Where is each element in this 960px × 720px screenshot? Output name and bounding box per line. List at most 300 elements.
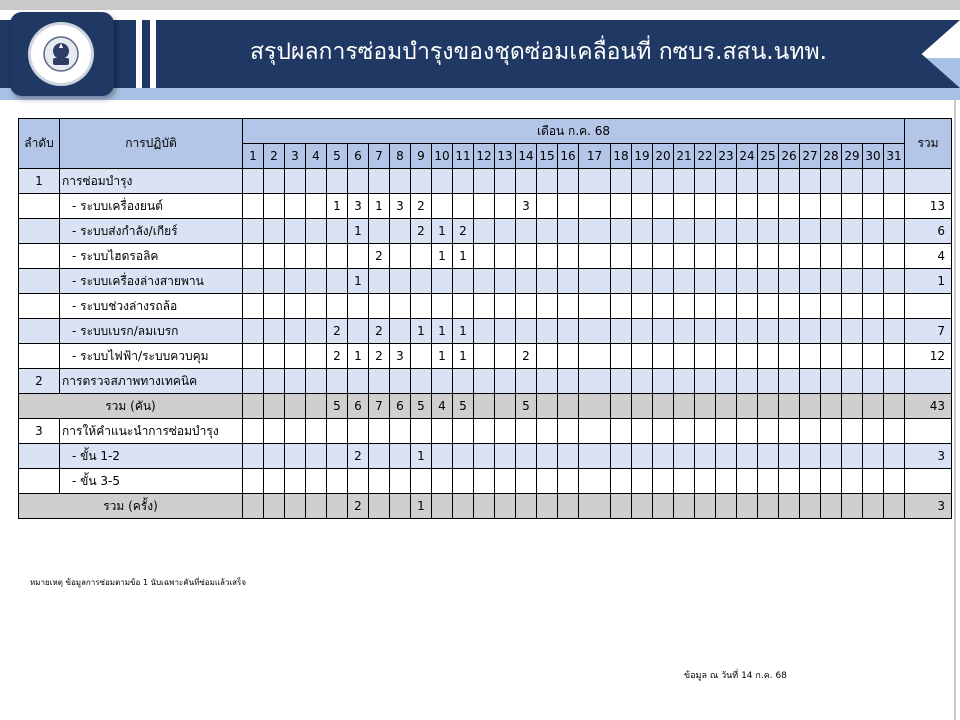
day-cell: [327, 419, 348, 444]
day-cell: [537, 294, 558, 319]
day-cell: [495, 169, 516, 194]
day-cell: [632, 269, 653, 294]
day-cell: [884, 294, 905, 319]
day-cell: [348, 469, 369, 494]
day-cell: [243, 469, 264, 494]
day-cell: [537, 244, 558, 269]
day-cell: [758, 344, 779, 369]
day-cell: [611, 469, 632, 494]
day-cell: 5: [516, 394, 537, 419]
day-cell: [863, 319, 884, 344]
day-cell: [611, 169, 632, 194]
header-day: 15: [537, 144, 558, 169]
day-cell: [758, 169, 779, 194]
day-cell: [495, 219, 516, 244]
day-cell: [264, 444, 285, 469]
day-cell: [884, 219, 905, 244]
day-cell: [558, 369, 579, 394]
day-cell: [474, 219, 495, 244]
day-cell: 1: [348, 269, 369, 294]
header-day: 4: [306, 144, 327, 169]
day-cell: [779, 494, 800, 519]
day-cell: [495, 444, 516, 469]
day-cell: [842, 494, 863, 519]
day-cell: [716, 269, 737, 294]
day-cell: [800, 369, 821, 394]
day-cell: [516, 294, 537, 319]
day-cell: [495, 469, 516, 494]
header-day: 27: [800, 144, 821, 169]
day-cell: [558, 394, 579, 419]
day-cell: [611, 244, 632, 269]
day-cell: [674, 169, 695, 194]
day-cell: [716, 294, 737, 319]
header-day: 25: [758, 144, 779, 169]
day-cell: [243, 269, 264, 294]
day-cell: [632, 469, 653, 494]
day-cell: 1: [411, 444, 432, 469]
header-day: 19: [632, 144, 653, 169]
day-cell: [474, 169, 495, 194]
top-gray-band: [0, 0, 960, 10]
row-seq: [19, 244, 60, 269]
day-cell: [285, 194, 306, 219]
day-cell: [411, 469, 432, 494]
day-cell: [779, 169, 800, 194]
day-cell: [758, 419, 779, 444]
day-cell: [884, 419, 905, 444]
day-cell: [453, 444, 474, 469]
day-cell: [369, 219, 390, 244]
header-stripes: [136, 20, 156, 88]
day-cell: [495, 394, 516, 419]
day-cell: [306, 369, 327, 394]
day-cell: [285, 319, 306, 344]
day-cell: [474, 369, 495, 394]
row-total: 12: [905, 344, 952, 369]
day-cell: [863, 369, 884, 394]
day-cell: [243, 169, 264, 194]
day-cell: [537, 194, 558, 219]
day-cell: [716, 419, 737, 444]
day-cell: [306, 394, 327, 419]
table-row: [19, 219, 952, 244]
day-cell: [558, 244, 579, 269]
day-cell: [516, 319, 537, 344]
row-total: 4: [905, 244, 952, 269]
table-row: [19, 294, 952, 319]
day-cell: [716, 444, 737, 469]
day-cell: [758, 444, 779, 469]
day-cell: [758, 244, 779, 269]
day-cell: [411, 344, 432, 369]
day-cell: 1: [453, 319, 474, 344]
header-total: รวม: [905, 119, 952, 169]
day-cell: [821, 219, 842, 244]
day-cell: [632, 444, 653, 469]
day-cell: [737, 194, 758, 219]
header-day: 26: [779, 144, 800, 169]
day-cell: [495, 369, 516, 394]
day-cell: [516, 369, 537, 394]
day-cell: [327, 469, 348, 494]
day-cell: 1: [432, 244, 453, 269]
day-cell: [674, 369, 695, 394]
summary-label: รวม (คัน): [19, 394, 243, 419]
day-cell: [537, 469, 558, 494]
header-task: การปฏิบัติ: [60, 119, 243, 169]
day-cell: [369, 369, 390, 394]
day-cell: 5: [327, 394, 348, 419]
day-cell: [411, 269, 432, 294]
day-cell: [285, 369, 306, 394]
day-cell: [695, 269, 716, 294]
day-cell: [327, 244, 348, 269]
day-cell: [800, 319, 821, 344]
day-cell: [537, 319, 558, 344]
day-cell: [285, 394, 306, 419]
day-cell: [632, 419, 653, 444]
day-cell: [800, 344, 821, 369]
header-day: 29: [842, 144, 863, 169]
day-cell: [653, 344, 674, 369]
day-cell: [579, 169, 611, 194]
day-cell: [695, 394, 716, 419]
row-total: 13: [905, 194, 952, 219]
table-row: [19, 419, 952, 444]
day-cell: [369, 294, 390, 319]
day-cell: [737, 369, 758, 394]
day-cell: 1: [348, 219, 369, 244]
day-cell: [632, 194, 653, 219]
day-cell: [842, 169, 863, 194]
day-cell: [821, 494, 842, 519]
day-cell: [264, 419, 285, 444]
day-cell: [611, 419, 632, 444]
day-cell: [390, 419, 411, 444]
day-cell: [432, 469, 453, 494]
day-cell: [579, 269, 611, 294]
header-day: 8: [390, 144, 411, 169]
day-cell: 2: [327, 319, 348, 344]
day-cell: [863, 194, 884, 219]
day-cell: [243, 369, 264, 394]
row-seq: [19, 444, 60, 469]
day-cell: [863, 294, 884, 319]
day-cell: [653, 244, 674, 269]
day-cell: [863, 219, 884, 244]
day-cell: [579, 344, 611, 369]
day-cell: [369, 169, 390, 194]
day-cell: [327, 169, 348, 194]
day-cell: [369, 469, 390, 494]
day-cell: [632, 294, 653, 319]
day-cell: [695, 444, 716, 469]
day-cell: [537, 269, 558, 294]
day-cell: [632, 494, 653, 519]
day-cell: [716, 219, 737, 244]
day-cell: [390, 169, 411, 194]
day-cell: [884, 494, 905, 519]
day-cell: 2: [348, 444, 369, 469]
row-total: [905, 419, 952, 444]
day-cell: [495, 294, 516, 319]
day-cell: [474, 194, 495, 219]
row-seq: [19, 194, 60, 219]
day-cell: [842, 219, 863, 244]
day-cell: [348, 319, 369, 344]
day-cell: [716, 469, 737, 494]
table-row: [19, 194, 952, 219]
day-cell: 2: [348, 494, 369, 519]
day-cell: [611, 269, 632, 294]
header-day: 22: [695, 144, 716, 169]
day-cell: [737, 469, 758, 494]
day-cell: [495, 494, 516, 519]
day-cell: [453, 469, 474, 494]
day-cell: [285, 169, 306, 194]
day-cell: [653, 494, 674, 519]
day-cell: [653, 419, 674, 444]
day-cell: [348, 244, 369, 269]
day-cell: [800, 169, 821, 194]
header-day: 13: [495, 144, 516, 169]
row-label: - ขั้น 3-5: [60, 469, 243, 494]
day-cell: 1: [411, 494, 432, 519]
day-cell: [737, 169, 758, 194]
day-cell: [695, 169, 716, 194]
day-cell: [474, 494, 495, 519]
day-cell: [327, 369, 348, 394]
day-cell: [264, 494, 285, 519]
day-cell: [537, 369, 558, 394]
day-cell: [243, 344, 264, 369]
day-cell: [306, 269, 327, 294]
row-label: การซ่อมบำรุง: [60, 169, 243, 194]
day-cell: [411, 169, 432, 194]
day-cell: [800, 469, 821, 494]
day-cell: [558, 169, 579, 194]
day-cell: 5: [411, 394, 432, 419]
day-cell: [516, 444, 537, 469]
day-cell: [285, 419, 306, 444]
day-cell: [674, 219, 695, 244]
day-cell: [579, 494, 611, 519]
header-day: 10: [432, 144, 453, 169]
day-cell: [779, 344, 800, 369]
day-cell: [632, 219, 653, 244]
day-cell: [516, 494, 537, 519]
day-cell: [390, 219, 411, 244]
day-cell: [800, 269, 821, 294]
day-cell: 1: [411, 319, 432, 344]
day-cell: [863, 394, 884, 419]
day-cell: [516, 419, 537, 444]
day-cell: 1: [432, 344, 453, 369]
day-cell: 3: [516, 194, 537, 219]
day-cell: [758, 219, 779, 244]
day-cell: [243, 244, 264, 269]
row-label: - ระบบไฟฟ้า/ระบบควบคุม: [60, 344, 243, 369]
day-cell: [579, 369, 611, 394]
day-cell: [264, 369, 285, 394]
day-cell: [474, 269, 495, 294]
day-cell: [558, 269, 579, 294]
day-cell: [432, 494, 453, 519]
day-cell: [453, 169, 474, 194]
day-cell: [264, 244, 285, 269]
table-row: [19, 244, 952, 269]
day-cell: [737, 244, 758, 269]
day-cell: [306, 194, 327, 219]
day-cell: [306, 494, 327, 519]
day-cell: [243, 294, 264, 319]
header-day: 28: [821, 144, 842, 169]
day-cell: 2: [453, 219, 474, 244]
header-day: 1: [243, 144, 264, 169]
day-cell: [737, 294, 758, 319]
day-cell: [327, 494, 348, 519]
day-cell: [411, 419, 432, 444]
day-cell: [695, 419, 716, 444]
day-cell: [285, 294, 306, 319]
row-seq: [19, 469, 60, 494]
day-cell: [821, 244, 842, 269]
day-cell: [674, 419, 695, 444]
day-cell: [474, 419, 495, 444]
day-cell: [842, 244, 863, 269]
day-cell: [432, 294, 453, 319]
day-cell: [306, 219, 327, 244]
day-cell: [716, 394, 737, 419]
day-cell: [285, 269, 306, 294]
table-row: [19, 169, 952, 194]
day-cell: [264, 194, 285, 219]
day-cell: [653, 469, 674, 494]
day-cell: [737, 494, 758, 519]
day-cell: [348, 169, 369, 194]
day-cell: [390, 269, 411, 294]
day-cell: [432, 444, 453, 469]
day-cell: [264, 394, 285, 419]
day-cell: [264, 294, 285, 319]
day-cell: [474, 344, 495, 369]
day-cell: [653, 294, 674, 319]
day-cell: [884, 444, 905, 469]
day-cell: [474, 244, 495, 269]
day-cell: [285, 469, 306, 494]
table-row: [19, 344, 952, 369]
day-cell: [842, 344, 863, 369]
day-cell: [327, 294, 348, 319]
day-cell: [674, 469, 695, 494]
footnote: หมายเหตุ ข้อมูลการซ่อมตามข้อ 1 นับเฉพาะคันที่ซ่อมแล้วเสร็จ: [30, 578, 247, 587]
day-cell: [453, 494, 474, 519]
row-seq: 2: [19, 369, 60, 394]
row-total: 1: [905, 269, 952, 294]
day-cell: [884, 169, 905, 194]
day-cell: [842, 444, 863, 469]
day-cell: [632, 369, 653, 394]
day-cell: [800, 494, 821, 519]
header-day: 7: [369, 144, 390, 169]
day-cell: [369, 494, 390, 519]
day-cell: [821, 294, 842, 319]
day-cell: [390, 494, 411, 519]
summary-row: [19, 494, 952, 519]
day-cell: [695, 194, 716, 219]
day-cell: [884, 394, 905, 419]
day-cell: 1: [369, 194, 390, 219]
day-cell: [306, 444, 327, 469]
day-cell: [285, 494, 306, 519]
row-total: [905, 369, 952, 394]
day-cell: [884, 319, 905, 344]
day-cell: [558, 494, 579, 519]
day-cell: [611, 294, 632, 319]
day-cell: [695, 344, 716, 369]
day-cell: [411, 244, 432, 269]
day-cell: [432, 169, 453, 194]
header-day: 3: [285, 144, 306, 169]
day-cell: [884, 469, 905, 494]
day-cell: [737, 394, 758, 419]
day-cell: [737, 319, 758, 344]
day-cell: [779, 369, 800, 394]
day-cell: [474, 294, 495, 319]
day-cell: [390, 469, 411, 494]
day-cell: [537, 219, 558, 244]
day-cell: [758, 494, 779, 519]
header-day: 18: [611, 144, 632, 169]
day-cell: [821, 269, 842, 294]
day-cell: [863, 419, 884, 444]
day-cell: [758, 469, 779, 494]
day-cell: [695, 219, 716, 244]
day-cell: 2: [411, 219, 432, 244]
day-cell: [474, 469, 495, 494]
day-cell: [779, 444, 800, 469]
header-day: 6: [348, 144, 369, 169]
day-cell: [779, 419, 800, 444]
day-cell: [653, 394, 674, 419]
day-cell: [243, 394, 264, 419]
day-cell: [306, 419, 327, 444]
day-cell: 6: [390, 394, 411, 419]
day-cell: [863, 169, 884, 194]
day-cell: [821, 394, 842, 419]
day-cell: [306, 244, 327, 269]
day-cell: [842, 369, 863, 394]
row-seq: [19, 269, 60, 294]
header-day: 2: [264, 144, 285, 169]
row-total: [905, 469, 952, 494]
day-cell: 2: [411, 194, 432, 219]
row-label: การให้คำแนะนำการซ่อมบำรุง: [60, 419, 243, 444]
day-cell: [800, 394, 821, 419]
day-cell: [821, 369, 842, 394]
header-day: 17: [579, 144, 611, 169]
day-cell: [653, 269, 674, 294]
day-cell: [821, 344, 842, 369]
row-total: 6: [905, 219, 952, 244]
day-cell: [285, 344, 306, 369]
day-cell: [558, 344, 579, 369]
day-cell: [390, 244, 411, 269]
day-cell: [800, 244, 821, 269]
day-cell: [579, 194, 611, 219]
day-cell: [453, 419, 474, 444]
